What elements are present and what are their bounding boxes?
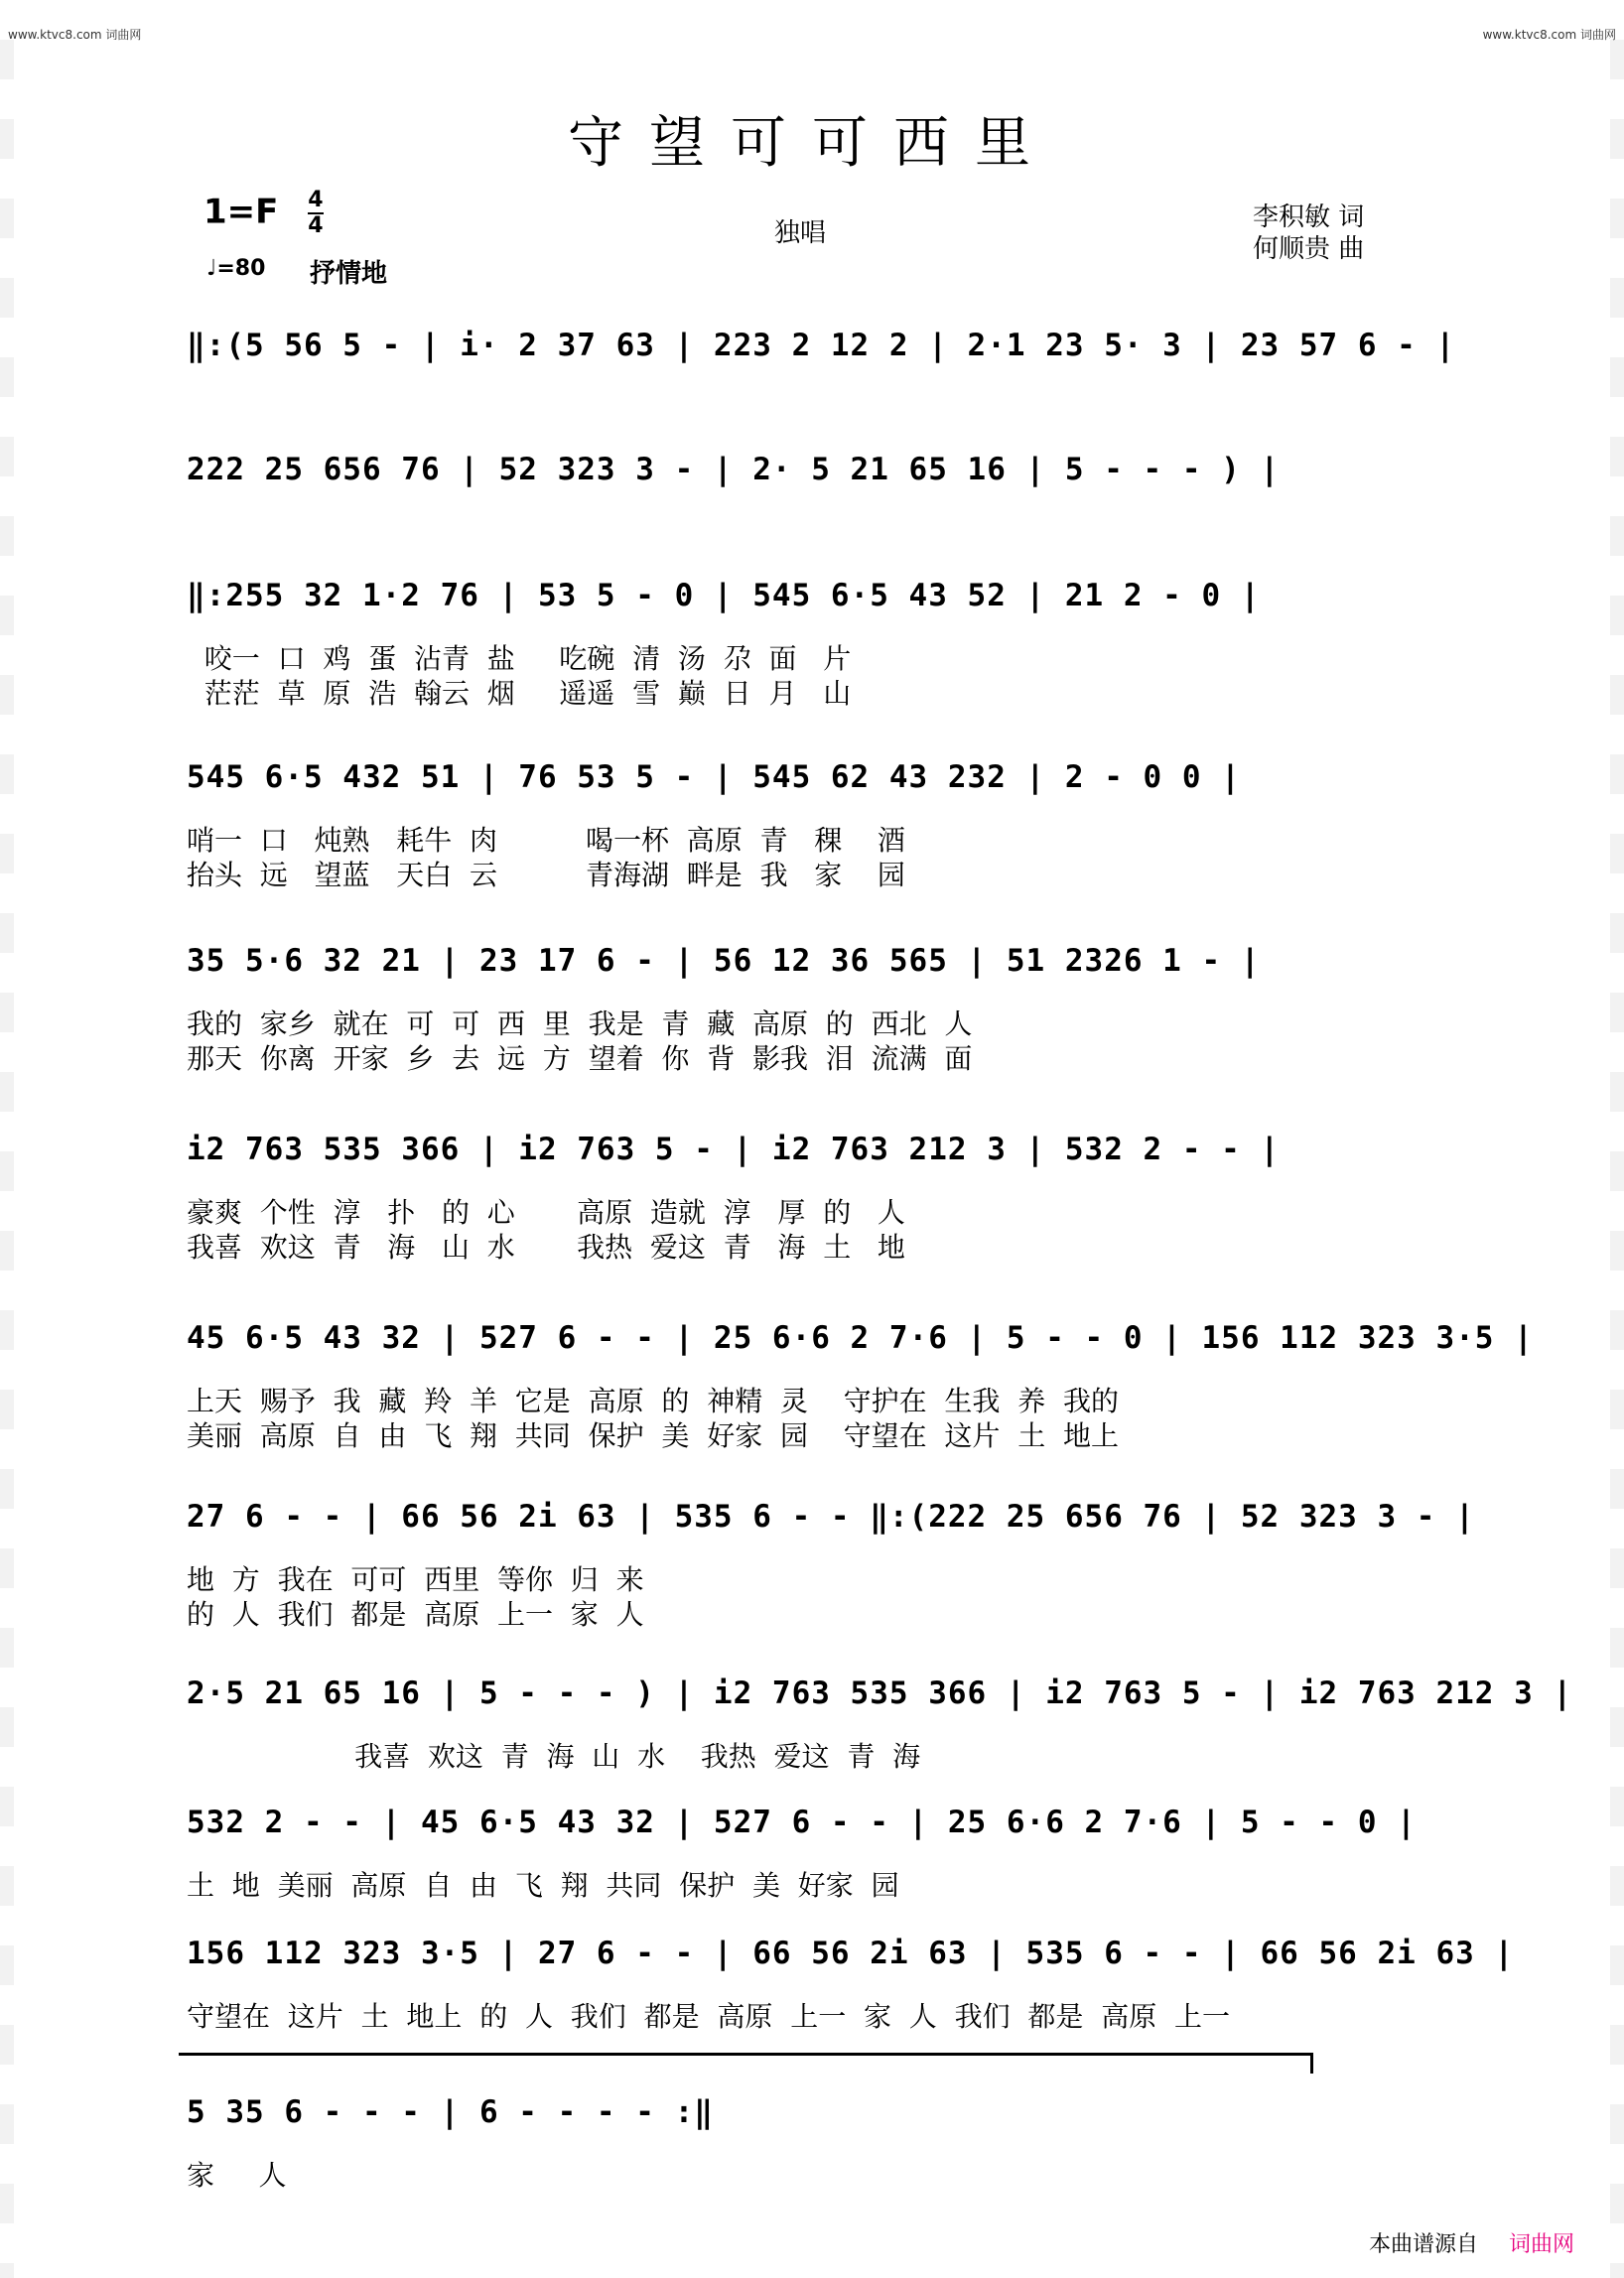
lyric-line: 美丽 高原 自 由 飞 翔 共同 保护 美 好家 园 守望在 这片 土 地上 [187,1419,1120,1452]
lyric-line: 家 人 [187,2159,287,2192]
page-edge-right [1610,0,1624,2278]
score-system [187,1320,1534,1469]
score-system [187,578,1437,727]
lyric-line: 地 方 我在 可可 西里 等你 归 来 [187,1563,644,1596]
notation-line: ‖:(5 56 5 - | i· 2 37 63 | 223 2 12 2 | 2·1 23 5· 3 | 23 57 6 - | [187,328,1456,363]
footer-site-link[interactable]: 词曲网 [1508,2232,1574,2257]
score-system [187,943,1437,1092]
lyric-line: 哨一 口 炖熟 耗牛 肉 喝一杯 高原 青 稞 酒 [187,824,905,857]
page-title: 守望可可西里 [568,111,1056,176]
lyric-line: 茫茫 草 原 浩 翰云 烟 遥遥 雪 巅 日 月 山 [187,677,852,710]
lyric-line: 上天 赐予 我 藏 羚 羊 它是 高原 的 神精 灵 守护在 生我 养 我的 [187,1385,1120,1417]
expression-mark: 抒情地 [310,259,388,289]
tempo-mark: ♩=80 [206,256,266,281]
lyric-line: 的 人 我们 都是 高原 上一 家 人 [187,1598,644,1631]
lyric-line: 我喜 欢这 青 海 山 水 我热 爱这 青 海 土 地 [187,1231,905,1264]
lyric-line: 我喜 欢这 青 海 山 水 我热 爱这 青 海 [187,1740,921,1773]
time-bottom: 4 [308,213,324,238]
notation-line: 545 6·5 432 51 | 76 53 5 - | 545 62 43 232 | 2 - 0 0 | [187,759,1241,795]
lyric-line: 咬一 口 鸡 蛋 沾青 盐 吃碗 清 汤 尕 面 片 [187,642,852,675]
notation-line: 2·5 21 65 16 | 5 - - - ) | i2 763 535 366 | i2 763 5 - | i2 763 212 3 | [187,1675,1573,1711]
score-system [187,1675,1573,1824]
score-system [187,1132,1437,1280]
lyric-line: 抬头 远 望蓝 天白 云 青海湖 畔是 我 家 园 [187,859,905,891]
page-edge-left [0,0,14,2278]
time-signature [308,189,323,238]
footer-credit [1369,2227,1574,2258]
lyricist-credit: 李积敏 词 [1253,202,1365,232]
lyric-line: 我的 家乡 就在 可 可 西 里 我是 青 藏 高原 的 西北 人 [187,1007,973,1040]
lyric-line: 土 地 美丽 高原 自 由 飞 翔 共同 保护 美 好家 园 [187,1869,899,1902]
key-text: 1=F [203,192,279,232]
notation-line: 5 35 6 - - - | 6 - - - - :‖ [187,2094,714,2130]
notation-line: 45 6·5 43 32 | 527 6 - - | 25 6·6 2 7·6 | 5 - - 0 | 156 112 323 3·5 | [187,1320,1534,1356]
notation-line: i2 763 535 366 | i2 763 5 - | i2 763 212 3 | 532 2 - - | [187,1132,1281,1167]
lyric-line: 守望在 这片 土 地上 的 人 我们 都是 高原 上一 家 人 我们 都是 高原 上一 [187,2000,1231,2033]
volta-bracket [179,2053,1313,2074]
notation-line: 35 5·6 32 21 | 23 17 6 - | 56 12 36 565 | 51 2326 1 - | [187,943,1261,979]
notation-line: 532 2 - - | 45 6·5 43 32 | 527 6 - - | 25 6·6 2 7·6 | 5 - - 0 | [187,1805,1417,1840]
header-right: www.ktvc8.com 词曲网 [1482,28,1616,42]
performer-label: 独唱 [774,218,827,248]
notation-line: ‖:255 32 1·2 76 | 53 5 - 0 | 545 6·5 43 52 | 21 2 - 0 | [187,578,1261,613]
composer-credit: 何顺贵 曲 [1253,234,1365,264]
lyric-line: 那天 你离 开家 乡 去 远 方 望着 你 背 影我 泪 流满 面 [187,1042,973,1075]
score-system [187,1499,1475,1648]
score-system [187,1805,1437,1953]
time-top: 4 [308,188,324,212]
notation-line: 27 6 - - | 66 56 2i 63 | 535 6 - - ‖:(222 25 656 76 | 52 323 3 - | [187,1499,1475,1535]
header-left: www.ktvc8.com 词曲网 [8,28,142,42]
notation-line: 222 25 656 76 | 52 323 3 - | 2· 5 21 65 16 | 5 - - - ) | [187,452,1281,487]
score-system [187,759,1437,908]
score-system [187,2094,1437,2243]
lyric-line: 豪爽 个性 淳 扑 的 心 高原 造就 淳 厚 的 人 [187,1196,905,1229]
footer-source: 本曲谱源自 [1368,2232,1478,2257]
notation-line: 156 112 323 3·5 | 27 6 - - | 66 56 2i 63 | 535 6 - - | 66 56 2i 63 | [187,1936,1515,1971]
key-signature [203,189,324,238]
